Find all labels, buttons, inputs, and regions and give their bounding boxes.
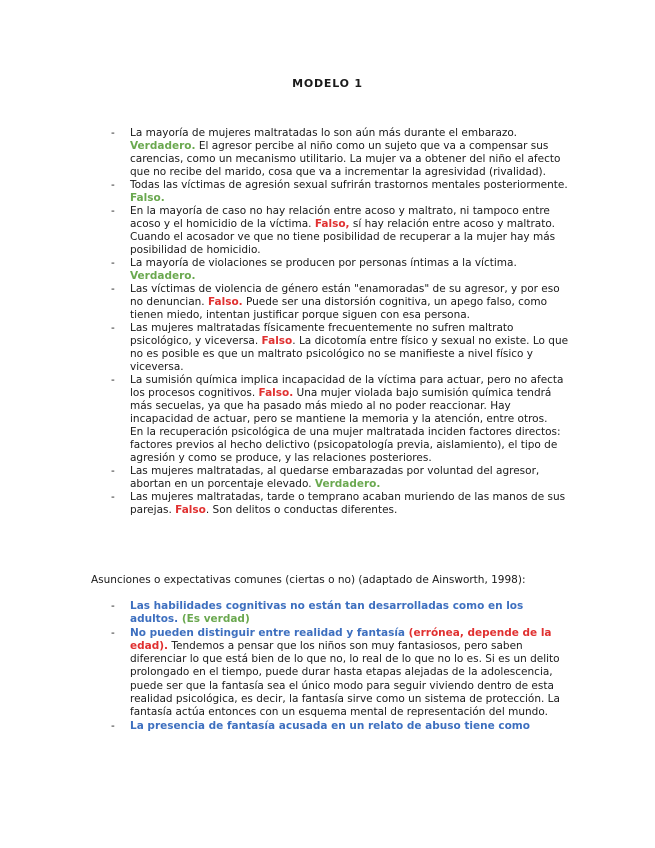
list-item <box>111 322 571 374</box>
section-intro: Asunciones o expectativas comunes (ciertas o no) (adaptado de Ainsworth, 1998): <box>91 574 526 586</box>
item-text: La mayoría de violaciones se producen por personas íntimas a la víctima. <box>130 257 517 269</box>
list-item <box>111 465 571 491</box>
assumption-heading: No pueden distinguir entre realidad y fantasía <box>130 626 409 639</box>
item-explanation: Puede ser una distorsión cognitiva, un apego falso, como tienen miedo, intentan justificar porque siguen con esa persona. <box>130 296 548 321</box>
bullet-dash: - <box>111 283 115 295</box>
assumptions-list <box>111 600 571 733</box>
verdict-false: Falso <box>261 335 293 347</box>
item-explanation: sí hay relación entre acoso y maltrato. Cuando el acosador ve que no tiene posibilidad de recuperar a la mujer hay más posibilidad de homicidio. <box>130 218 556 256</box>
bullet-dash: - <box>111 626 115 639</box>
item-text: En la mayoría de caso no hay relación entre acoso y maltrato, ni tampoco entre acoso y el homicidio de la víctima. <box>130 205 550 230</box>
bullet-dash: - <box>111 491 115 503</box>
list-item <box>111 127 571 179</box>
verdict-false: Falso. <box>258 387 294 399</box>
item-explanation: . Son delitos o conductas diferentes. <box>205 504 398 516</box>
bullet-dash: - <box>111 205 115 217</box>
assumption-heading: Las habilidades cognitivas no están tan desarrolladas como en los adultos. <box>130 600 524 626</box>
verdict-true: Verdadero. <box>314 478 381 490</box>
item-text: Las mujeres maltratadas, al quedarse embarazadas por voluntad del agresor, abortan en un porcentaje elevado. <box>130 465 540 490</box>
list-item <box>111 374 571 465</box>
page-title: MODELO 1 <box>292 77 363 90</box>
list-item <box>111 257 571 283</box>
item-explanation: Una mujer violada bajo sumisión química tendrá más secuelas, ya que ha pasado más miedo al no poder reaccionar. Hay incapacidad de actuar, pero se mantiene la memoria y la atención, entre otros. <box>130 387 552 425</box>
assumption-verdict: (Es verdad) <box>181 613 250 626</box>
verdict-false: Falso, <box>314 218 350 230</box>
assumption-verdict: (errónea, depende de la edad). <box>130 626 552 652</box>
verdict-true: Verdadero. <box>130 270 196 282</box>
bullet-dash: - <box>111 322 115 334</box>
verdict-false: Falso. <box>207 296 243 308</box>
verdict-false: Falso <box>175 504 206 516</box>
verdict-true: Verdadero. <box>130 140 196 152</box>
item-text: Todas las víctimas de agresión sexual sufrirán trastornos mentales posteriormente. <box>130 179 568 191</box>
list-item <box>111 283 571 322</box>
item-explanation: El agresor percibe al niño como un sujeto que va a compensar sus carencias, como un mecanismo utilitario. La mujer va a obtener del niño el afecto que no recibe del marido, cosa que va a incrementar la agresividad (rivalidad). <box>130 140 561 178</box>
list-item <box>111 720 571 733</box>
statements-list <box>111 127 571 517</box>
bullet-dash: - <box>111 719 115 732</box>
item-text: Las mujeres maltratadas físicamente frecuentemente no sufren maltrato psicológico, y viceversa. <box>130 322 514 347</box>
list-item <box>111 627 571 720</box>
bullet-dash: - <box>111 374 115 386</box>
list-item <box>111 205 571 257</box>
list-item <box>111 179 571 205</box>
item-text: Las mujeres maltratadas, tarde o temprano acaban muriendo de las manos de sus parejas. <box>130 491 566 516</box>
bullet-dash: - <box>111 179 115 191</box>
bullet-dash: - <box>111 600 115 612</box>
item-text: Las víctimas de violencia de género están "enamoradas" de su agresor, y por eso no denuncian. <box>130 283 560 308</box>
bullet-dash: - <box>111 127 115 139</box>
item-explanation: . La dicotomía entre físico y sexual no existe. Lo que no es posible es que un maltrato psicológico no se manifieste a nivel físico y viceversa. <box>130 335 569 373</box>
item-text: La mayoría de mujeres maltratadas lo son aún más durante el embarazo. <box>130 127 518 139</box>
bullet-dash: - <box>111 465 115 477</box>
verdict-false: Falso. <box>130 192 165 204</box>
assumption-explanation: Tendemos a pensar que los niños son muy fantasiosos, pero saben diferenciar lo que está bien de lo que no, lo real de lo que no lo es. Si es un delito prolongado en el tiempo, puede durar hasta etapas alejadas de la adolescencia, puede ser que la fantasía sea el único modo para seguir viviendo dentro de esta realidad psicológica, es decir, la fantasía sirve como un sistema de protección. La fantasía actúa entonces con un esquema mental de representación del mundo. <box>130 639 560 719</box>
item-text: La sumisión química implica incapacidad de la víctima para actuar, pero no afecta los procesos cognitivos. <box>130 374 564 399</box>
list-item <box>111 600 571 627</box>
item-paragraph: En la recuperación psicológica de una mujer maltratada inciden factores directos: factores previos al hecho delictivo (psicopatología previa, aislamiento), el tipo de agresión y como se produce, y las relaciones posteriores. <box>130 426 561 464</box>
list-item <box>111 491 571 517</box>
bullet-dash: - <box>111 257 115 269</box>
assumption-heading: La presencia de fantasía acusada en un relato de abuso tiene como <box>130 719 530 732</box>
